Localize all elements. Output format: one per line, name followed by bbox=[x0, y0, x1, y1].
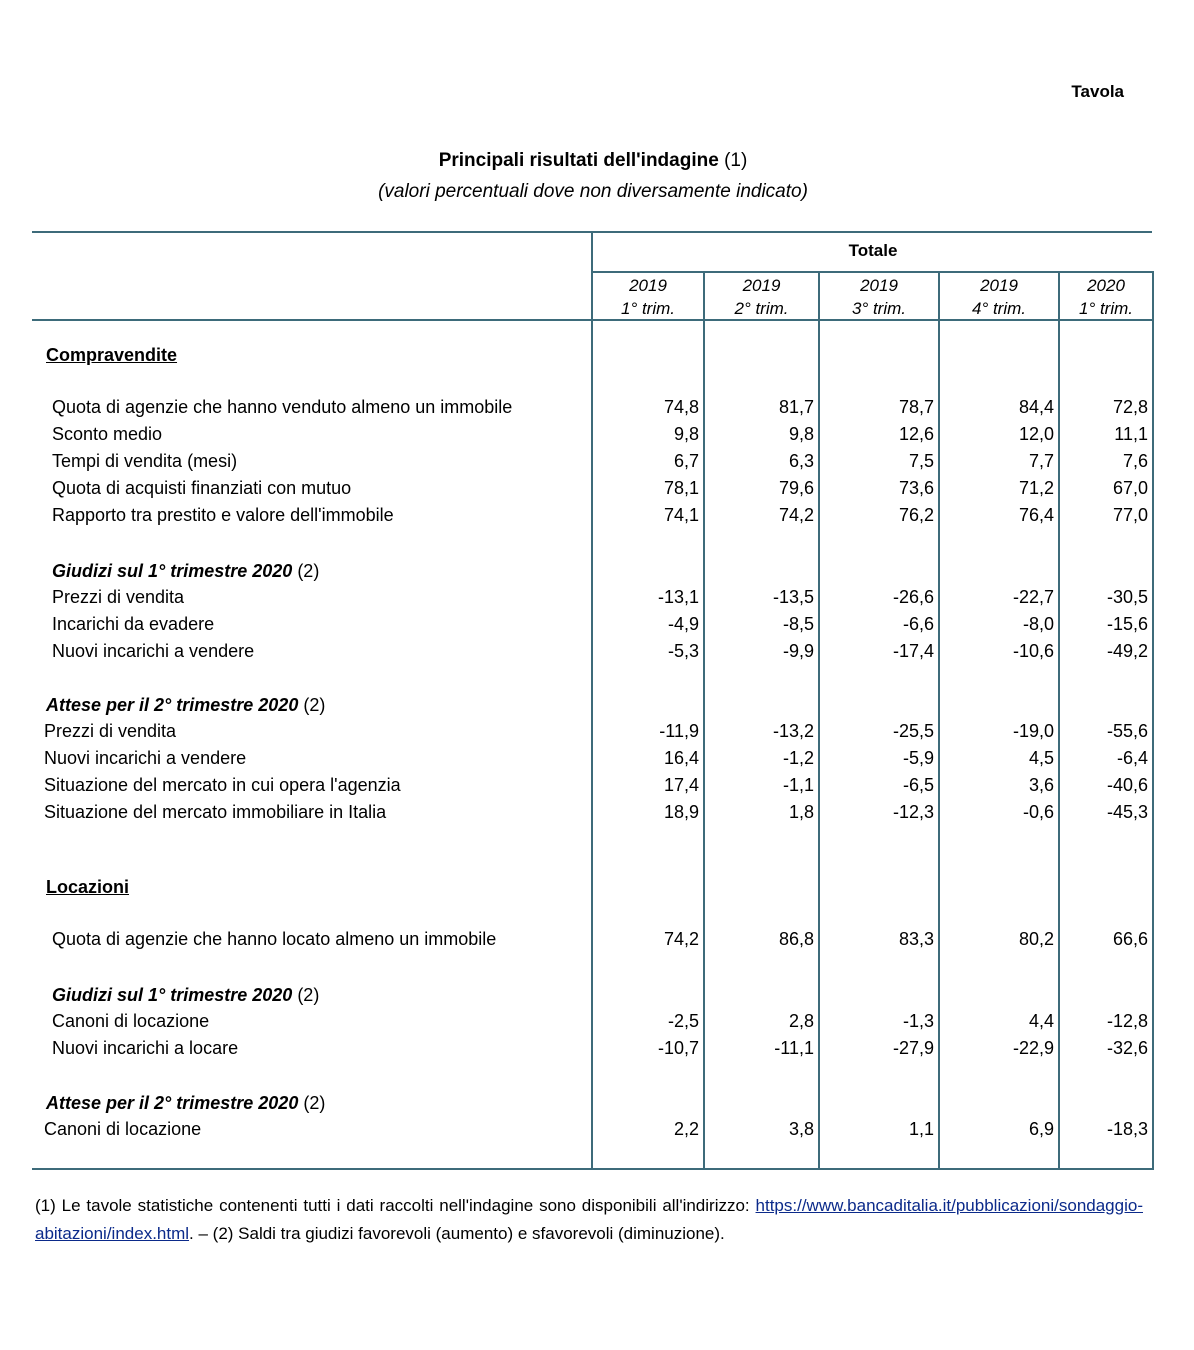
subsection-attese bbox=[46, 1093, 325, 1114]
section-heading-locazioni: Locazioni bbox=[46, 877, 130, 897]
row-value: -0,6 bbox=[1022, 802, 1054, 822]
data-table bbox=[32, 231, 1154, 1171]
subsection-giudizi bbox=[52, 985, 319, 1006]
row-value: 83,3 bbox=[898, 929, 934, 949]
row-value: -11,9 bbox=[659, 721, 699, 741]
column-year: 2019 bbox=[742, 276, 781, 295]
subsection-giudizi bbox=[52, 561, 319, 582]
table-row bbox=[32, 505, 1154, 531]
row-value: 71,2 bbox=[1018, 478, 1054, 498]
title-note: (1) bbox=[724, 150, 748, 171]
row-value: -6,4 bbox=[1116, 748, 1148, 768]
column-header bbox=[593, 274, 703, 320]
row-label: Canoni di locazione bbox=[52, 1011, 210, 1031]
row-value: -9,9 bbox=[782, 641, 814, 661]
subsection-note: (2) bbox=[297, 561, 320, 581]
row-value: -10,6 bbox=[1012, 641, 1054, 661]
column-quarter: 1° trim. bbox=[1078, 299, 1134, 318]
table-row bbox=[32, 614, 1154, 640]
row-value: -27,9 bbox=[892, 1038, 934, 1058]
table-row bbox=[32, 587, 1154, 613]
table-row bbox=[32, 397, 1154, 423]
page-title bbox=[0, 150, 1186, 172]
page-subtitle: (valori percentuali dove non diversamente indicato) bbox=[378, 181, 808, 202]
row-value: -15,6 bbox=[1106, 614, 1148, 634]
row-value: -5,9 bbox=[902, 748, 934, 768]
row-value: 16,4 bbox=[663, 748, 699, 768]
column-year: 2019 bbox=[860, 276, 898, 295]
subsection-title: Giudizi sul 1° trimestre 2020 bbox=[52, 985, 293, 1005]
row-label: Nuovi incarichi a vendere bbox=[44, 748, 247, 768]
table-number: Tavola bbox=[1071, 82, 1124, 101]
row-value: -1,3 bbox=[902, 1011, 934, 1031]
row-value: 1,1 bbox=[908, 1119, 934, 1139]
row-value: -6,6 bbox=[902, 614, 934, 634]
table-row bbox=[32, 1119, 1154, 1145]
row-value: 9,8 bbox=[788, 424, 814, 444]
table-row bbox=[32, 478, 1154, 504]
row-value: 79,6 bbox=[778, 478, 814, 498]
row-value: -30,5 bbox=[1106, 587, 1148, 607]
row-value: 3,6 bbox=[1028, 775, 1054, 795]
row-value: 72,8 bbox=[1112, 397, 1148, 417]
table-row bbox=[32, 748, 1154, 774]
row-value: -11,1 bbox=[774, 1038, 814, 1058]
row-value: 76,4 bbox=[1018, 505, 1054, 525]
row-value: 78,1 bbox=[663, 478, 699, 498]
row-value: -5,3 bbox=[667, 641, 699, 661]
column-quarter: 1° trim. bbox=[620, 299, 676, 318]
row-label: Nuovi incarichi a vendere bbox=[52, 641, 255, 661]
row-value: -1,2 bbox=[782, 748, 814, 768]
row-value: 67,0 bbox=[1112, 478, 1148, 498]
column-year: 2020 bbox=[1087, 276, 1125, 295]
row-value: -4,9 bbox=[667, 614, 699, 634]
subsection-attese bbox=[46, 695, 325, 716]
subsection-title: Giudizi sul 1° trimestre 2020 bbox=[52, 561, 293, 581]
row-value: -10,7 bbox=[657, 1038, 699, 1058]
row-value: -22,9 bbox=[1012, 1038, 1054, 1058]
row-value: -26,6 bbox=[892, 587, 934, 607]
row-value: -45,3 bbox=[1106, 802, 1148, 822]
footnote-link[interactable]: https://www.bancaditalia.it/pubblicazioni/sondaggio-abitazioni/index.html bbox=[35, 1196, 1143, 1243]
column-quarter: 2° trim. bbox=[734, 299, 789, 318]
table-row bbox=[32, 721, 1154, 747]
column-quarter: 3° trim. bbox=[851, 299, 907, 318]
table-row bbox=[32, 1038, 1154, 1064]
rule-totale bbox=[592, 271, 1154, 273]
row-value: -12,8 bbox=[1106, 1011, 1148, 1031]
row-value: 18,9 bbox=[663, 802, 699, 822]
row-value: -13,1 bbox=[657, 587, 699, 607]
row-value: 11,1 bbox=[1114, 424, 1148, 444]
row-value: -12,3 bbox=[892, 802, 934, 822]
table-row bbox=[32, 641, 1154, 667]
row-value: 66,6 bbox=[1112, 929, 1148, 949]
footnote bbox=[35, 1192, 1143, 1248]
subsection-note: (2) bbox=[297, 985, 320, 1005]
row-value: 81,7 bbox=[778, 397, 814, 417]
row-value: 17,4 bbox=[663, 775, 699, 795]
row-value: 80,2 bbox=[1018, 929, 1054, 949]
subsection-title: Attese per il 2° trimestre 2020 bbox=[46, 1093, 299, 1113]
row-value: -18,3 bbox=[1106, 1119, 1148, 1139]
column-header bbox=[705, 274, 818, 320]
row-value: 7,6 bbox=[1122, 451, 1148, 471]
table-row bbox=[32, 1011, 1154, 1037]
title-text: Principali risultati dell'indagine bbox=[438, 150, 719, 171]
row-label: Situazione del mercato in cui opera l'agenzia bbox=[44, 775, 401, 795]
row-label: Prezzi di vendita bbox=[44, 721, 177, 741]
row-value: 4,4 bbox=[1028, 1011, 1054, 1031]
row-value: -40,6 bbox=[1106, 775, 1148, 795]
row-value: -19,0 bbox=[1012, 721, 1054, 741]
column-header bbox=[1060, 274, 1152, 320]
column-header bbox=[820, 274, 938, 320]
header-totale: Totale bbox=[848, 241, 898, 260]
row-label: Situazione del mercato immobiliare in Italia bbox=[44, 802, 387, 822]
row-value: 3,8 bbox=[788, 1119, 814, 1139]
row-value: 7,5 bbox=[908, 451, 934, 471]
row-value: 2,8 bbox=[788, 1011, 814, 1031]
row-value: 74,8 bbox=[663, 397, 699, 417]
table-row bbox=[32, 802, 1154, 828]
row-value: -49,2 bbox=[1106, 641, 1148, 661]
column-header bbox=[940, 274, 1058, 320]
row-value: -2,5 bbox=[667, 1011, 699, 1031]
table-row bbox=[32, 451, 1154, 477]
subsection-note: (2) bbox=[303, 1093, 326, 1113]
row-value: -17,4 bbox=[892, 641, 934, 661]
row-label: Quota di agenzie che hanno locato almeno un immobile bbox=[52, 929, 497, 949]
row-value: -25,5 bbox=[892, 721, 934, 741]
row-value: 6,9 bbox=[1028, 1119, 1054, 1139]
row-label: Quota di acquisti finanziati con mutuo bbox=[52, 478, 352, 498]
rule-bottom bbox=[32, 1168, 1154, 1170]
row-value: 9,8 bbox=[673, 424, 699, 444]
row-label: Nuovi incarichi a locare bbox=[52, 1038, 239, 1058]
row-label: Rapporto tra prestito e valore dell'immobile bbox=[52, 505, 394, 525]
row-value: 6,3 bbox=[788, 451, 814, 471]
footnote-text: (1) Le tavole statistiche contenenti tutti i dati raccolti nell'indagine sono disponibili all'indirizzo: bbox=[35, 1196, 750, 1215]
row-value: 73,6 bbox=[898, 478, 934, 498]
row-value: -8,5 bbox=[782, 614, 814, 634]
row-value: -32,6 bbox=[1106, 1038, 1148, 1058]
table-row bbox=[32, 775, 1154, 801]
column-quarter: 4° trim. bbox=[971, 299, 1027, 318]
table-row bbox=[32, 929, 1154, 955]
row-value: 2,2 bbox=[673, 1119, 699, 1139]
subsection-note: (2) bbox=[303, 695, 326, 715]
subsection-title: Attese per il 2° trimestre 2020 bbox=[46, 695, 299, 715]
row-value: -13,2 bbox=[772, 721, 814, 741]
row-value: -55,6 bbox=[1106, 721, 1148, 741]
row-label: Incarichi da evadere bbox=[52, 614, 215, 634]
row-value: -13,5 bbox=[772, 587, 814, 607]
row-value: -8,0 bbox=[1022, 614, 1054, 634]
row-value: 12,6 bbox=[898, 424, 934, 444]
row-value: -1,1 bbox=[782, 775, 814, 795]
row-value: 78,7 bbox=[898, 397, 934, 417]
row-value: 86,8 bbox=[778, 929, 814, 949]
row-value: 74,1 bbox=[663, 505, 699, 525]
row-value: 12,0 bbox=[1018, 424, 1054, 444]
row-value: 74,2 bbox=[663, 929, 699, 949]
footnote-text-2: . – (2) Saldi tra giudizi favorevoli (aumento) e sfavorevoli (diminuzione). bbox=[189, 1224, 725, 1243]
row-label: Prezzi di vendita bbox=[52, 587, 185, 607]
table-row bbox=[32, 424, 1154, 450]
row-value: 6,7 bbox=[673, 451, 699, 471]
column-year: 2019 bbox=[980, 276, 1018, 295]
row-value: 84,4 bbox=[1018, 397, 1054, 417]
row-label: Canoni di locazione bbox=[44, 1119, 202, 1139]
row-value: -22,7 bbox=[1012, 587, 1054, 607]
row-label: Tempi di vendita (mesi) bbox=[52, 451, 238, 471]
column-year: 2019 bbox=[629, 276, 667, 295]
row-value: 7,7 bbox=[1028, 451, 1054, 471]
row-value: 4,5 bbox=[1028, 748, 1054, 768]
row-value: 1,8 bbox=[788, 802, 814, 822]
row-label: Sconto medio bbox=[52, 424, 163, 444]
row-value: 74,2 bbox=[778, 505, 814, 525]
row-label: Quota di agenzie che hanno venduto almeno un immobile bbox=[52, 397, 513, 417]
section-heading-compravendite: Compravendite bbox=[46, 345, 178, 365]
row-value: 77,0 bbox=[1112, 505, 1148, 525]
row-value: 76,2 bbox=[898, 505, 934, 525]
row-value: -6,5 bbox=[902, 775, 934, 795]
